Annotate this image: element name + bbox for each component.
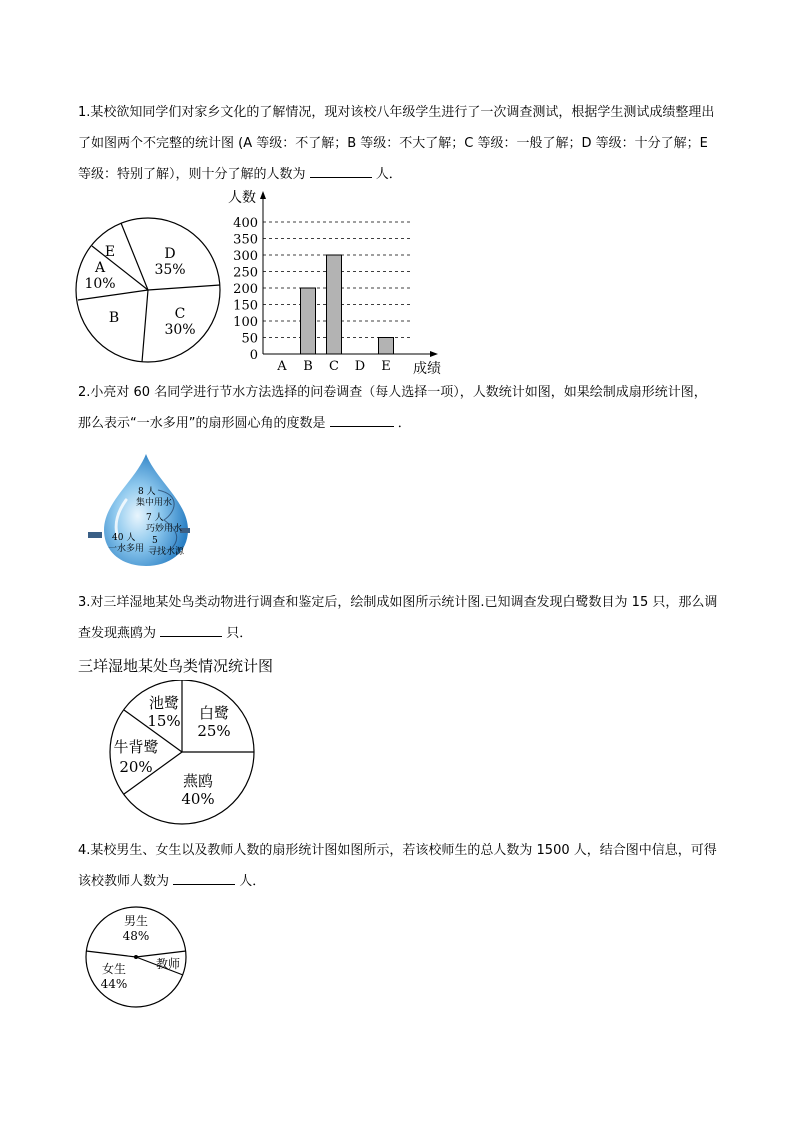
q3-figure-title: 三垟湿地某处鸟类情况统计图: [78, 657, 274, 675]
bar-E: [379, 338, 394, 355]
question-3-text: [78, 587, 718, 649]
drop-label-4-text: 寻找水源: [148, 547, 185, 557]
q3-pie-chart: [104, 680, 264, 830]
q1-pie-label-b: B: [108, 310, 120, 326]
question-3-stem: 3.对三垟湿地某处鸟类动物进行调查和鉴定后，绘制成如图所示统计图.已知调查发现白鹭数目为 15 只，那么调查发现燕鸥为: [78, 595, 718, 641]
drop-label-2-count: 7 人: [146, 513, 164, 523]
q1-pie-pct-a: 10%: [84, 276, 116, 292]
bar-y-tick-label: 150: [233, 298, 258, 314]
q1-pie-label-e: E: [104, 244, 116, 260]
q3-pie-label-pond-heron: 池鹭: [148, 694, 180, 712]
question-4-tail: 人．: [239, 874, 266, 889]
bar-category-label: D: [354, 359, 366, 374]
q4-pie-label-teachers: 教师: [155, 957, 181, 971]
drop-label-3-count: 40 人: [112, 533, 136, 543]
q1-pie-label-d: D: [164, 246, 176, 262]
bar-C: [327, 255, 342, 354]
q3-pie-label-cattle-egret: 牛背鹭: [113, 738, 159, 756]
question-4-text: [78, 835, 718, 897]
bar-y-tick-label: 350: [233, 232, 258, 248]
bar-y-axis-label: 人数: [228, 190, 256, 206]
bar-y-tick-label: 50: [241, 331, 258, 347]
question-3-tail: 只．: [226, 626, 253, 641]
question-1-text: [78, 97, 718, 190]
bar-y-tick-label: 200: [233, 282, 258, 297]
question-2-stem: 2.小亮对 60 名同学进行节水方法选择的问卷调查（每人选择一项），人数统计如图，如果绘制成扇形统计图，那么表示“一水多用”的扇形圆心角的度数是: [78, 385, 707, 431]
q4-pie-label-girls: 女生: [101, 962, 127, 976]
drop-label-3-text: 一水多用: [108, 544, 145, 554]
q3-pie-pct-tern: 40%: [181, 790, 215, 808]
answer-blank-1[interactable]: [310, 163, 372, 178]
q4-pie-chart: [82, 905, 192, 1011]
bar-y-tick-label: 400: [233, 216, 258, 231]
q3-pie-pct-egret: 25%: [197, 722, 231, 740]
q1-pie-chart: [70, 210, 230, 370]
bar-y-tick-label: 250: [233, 265, 258, 281]
question-1-tail: 人．: [375, 167, 402, 182]
bar-category-label: E: [381, 359, 391, 374]
answer-blank-2[interactable]: [330, 412, 394, 427]
q1-pie-label-c: C: [174, 306, 186, 322]
drop-label-1-text: 集中用水: [136, 498, 173, 508]
bar-y-tick-label: 300: [233, 249, 258, 264]
bar-category-label: C: [329, 359, 339, 374]
q1-bar-chart: [220, 188, 460, 378]
bar-x-arrow: [430, 351, 438, 357]
q1-pie-pct-d: 35%: [154, 262, 186, 278]
question-1-stem: 1.某校欲知同学们对家乡文化的了解情况，现对该校八年级学生进行了一次调查测试，根据学生测试成绩整理出了如图两个不完整的统计图 (A 等级：不了解；B 等级：不大了解；C 等级：一般了解；D 等级：十分了解；E 等级：特别了解），则十分了解的人数为: [78, 105, 715, 182]
q1-pie-label-a: A: [94, 260, 106, 276]
q3-pie-label-tern: 燕鸥: [182, 772, 214, 790]
q4-pie-pct-boys: 48%: [122, 929, 150, 943]
q1-pie-pct-c: 30%: [164, 322, 196, 338]
question-2-tail: ．: [397, 416, 411, 431]
bar-category-label: A: [277, 359, 287, 374]
bar-y-arrow: [260, 191, 266, 199]
q4-pie-center-dot: [134, 955, 138, 959]
answer-blank-4[interactable]: [173, 870, 235, 885]
pipe-block-left: [88, 532, 102, 538]
q4-pie-label-boys: 男生: [123, 914, 149, 928]
bar-B: [301, 288, 316, 354]
bar-y-tick-label: 100: [233, 315, 258, 330]
water-drop-figure: [86, 450, 206, 570]
question-4-stem: 4.某校男生、女生以及教师人数的扇形统计图如图所示，若该校师生的总人数为 1500 人，结合图中信息，可得该校教师人数为: [78, 843, 717, 889]
bar-y-tick-label: 0: [249, 348, 258, 363]
drop-label-1-count: 8 人: [138, 487, 156, 497]
q3-pie-pct-pond-heron: 15%: [147, 712, 181, 730]
answer-blank-3[interactable]: [160, 622, 222, 637]
q3-pie-label-egret: 白鹭: [198, 704, 230, 722]
q3-pie-pct-cattle-egret: 20%: [119, 758, 153, 776]
q4-pie-pct-girls: 44%: [100, 977, 128, 991]
drop-label-2-text: 巧妙用水: [146, 524, 183, 534]
bar-category-label: B: [303, 359, 313, 374]
question-2-text: [78, 377, 718, 439]
drop-label-4-count: 5: [152, 536, 158, 546]
bar-x-axis-label: 成绩: [413, 361, 441, 377]
